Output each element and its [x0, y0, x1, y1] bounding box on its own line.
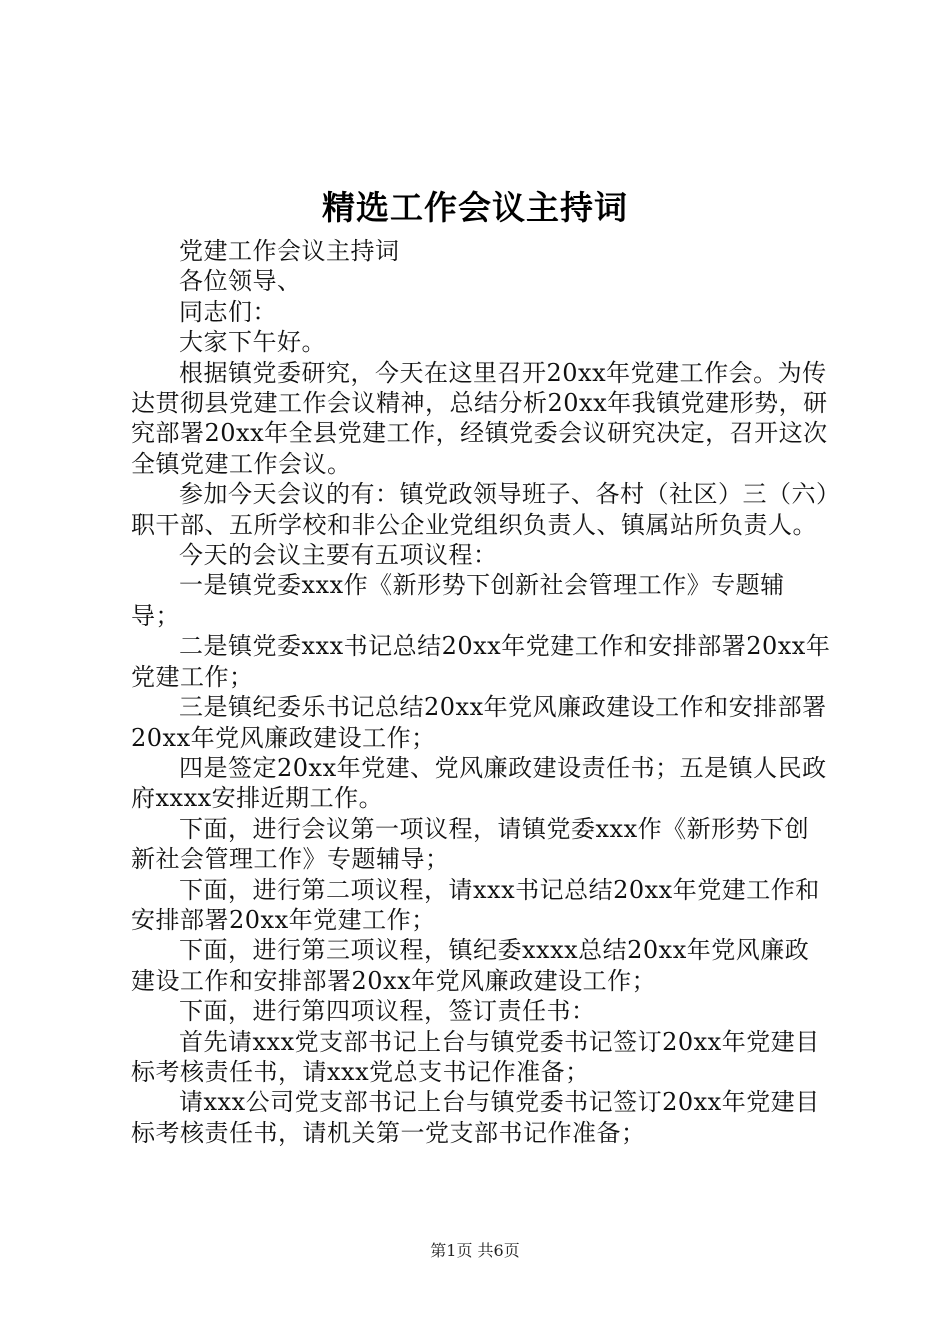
paragraph: 同志们： — [179, 297, 277, 326]
paragraph: 三是镇纪委乐书记总结20xx年党风廉政建设工作和安排部署20xx年党风廉政建设工作； — [131, 693, 827, 752]
paragraph: 首先请xxx党支部书记上台与镇党委书记签订20xx年党建目标考核责任书，请xxx党总支书记作准备； — [131, 1027, 820, 1086]
paragraph: 四是签定20xx年党建、党风廉政建设责任书；五是镇人民政府xxxx安排近期工作。 — [131, 753, 827, 813]
paragraph: 根据镇党委研究，今天在这里召开20xx年党建工作会。为传达贯彻县党建工作会议精神，总结分析20xx年我镇党建形势，研究部署20xx年全县党建工作，经镇党委会议研究决定，召开这次全镇党建工作会议。 — [131, 358, 828, 478]
paragraph: 下面，进行第四项议程，签订责任书： — [179, 997, 596, 1026]
paragraph: 二是镇党委xxx书记总结20xx年党建工作和安排部署20xx年党建工作； — [131, 632, 831, 691]
page-number-footer: 第1页 共6页 — [430, 1241, 520, 1260]
paragraph: 一是镇党委xxx作《新形势下创新社会管理工作》专题辅导； — [131, 571, 785, 630]
paragraph: 参加今天会议的有：镇党政领导班子、各村（社区）三（六）职干部、五所学校和非公企业党组织负责人、镇属站所负责人。 — [131, 480, 829, 539]
document-title: 精选工作会议主持词 — [322, 188, 628, 227]
paragraph: 今天的会议主要有五项议程： — [179, 541, 498, 570]
paragraph: 下面，进行会议第一项议程，请镇党委xxx作《新形势下创新社会管理工作》专题辅导； — [131, 814, 810, 874]
paragraph: 各位领导、 — [179, 267, 302, 296]
paragraph: 党建工作会议主持词 — [179, 237, 400, 265]
paragraph: 下面，进行第三项议程，镇纪委xxxx总结20xx年党风廉政建设工作和安排部署20xx年党风廉政建设工作； — [131, 936, 810, 995]
paragraph: 下面，进行第二项议程，请xxx书记总结20xx年党建工作和安排部署20xx年党建工作； — [131, 875, 820, 934]
paragraph: 请xxx公司党支部书记上台与镇党委书记签订20xx年党建目标考核责任书，请机关第一党支部书记作准备； — [131, 1088, 820, 1147]
document-body — [131, 236, 831, 1148]
paragraph: 大家下午好。 — [179, 328, 326, 357]
